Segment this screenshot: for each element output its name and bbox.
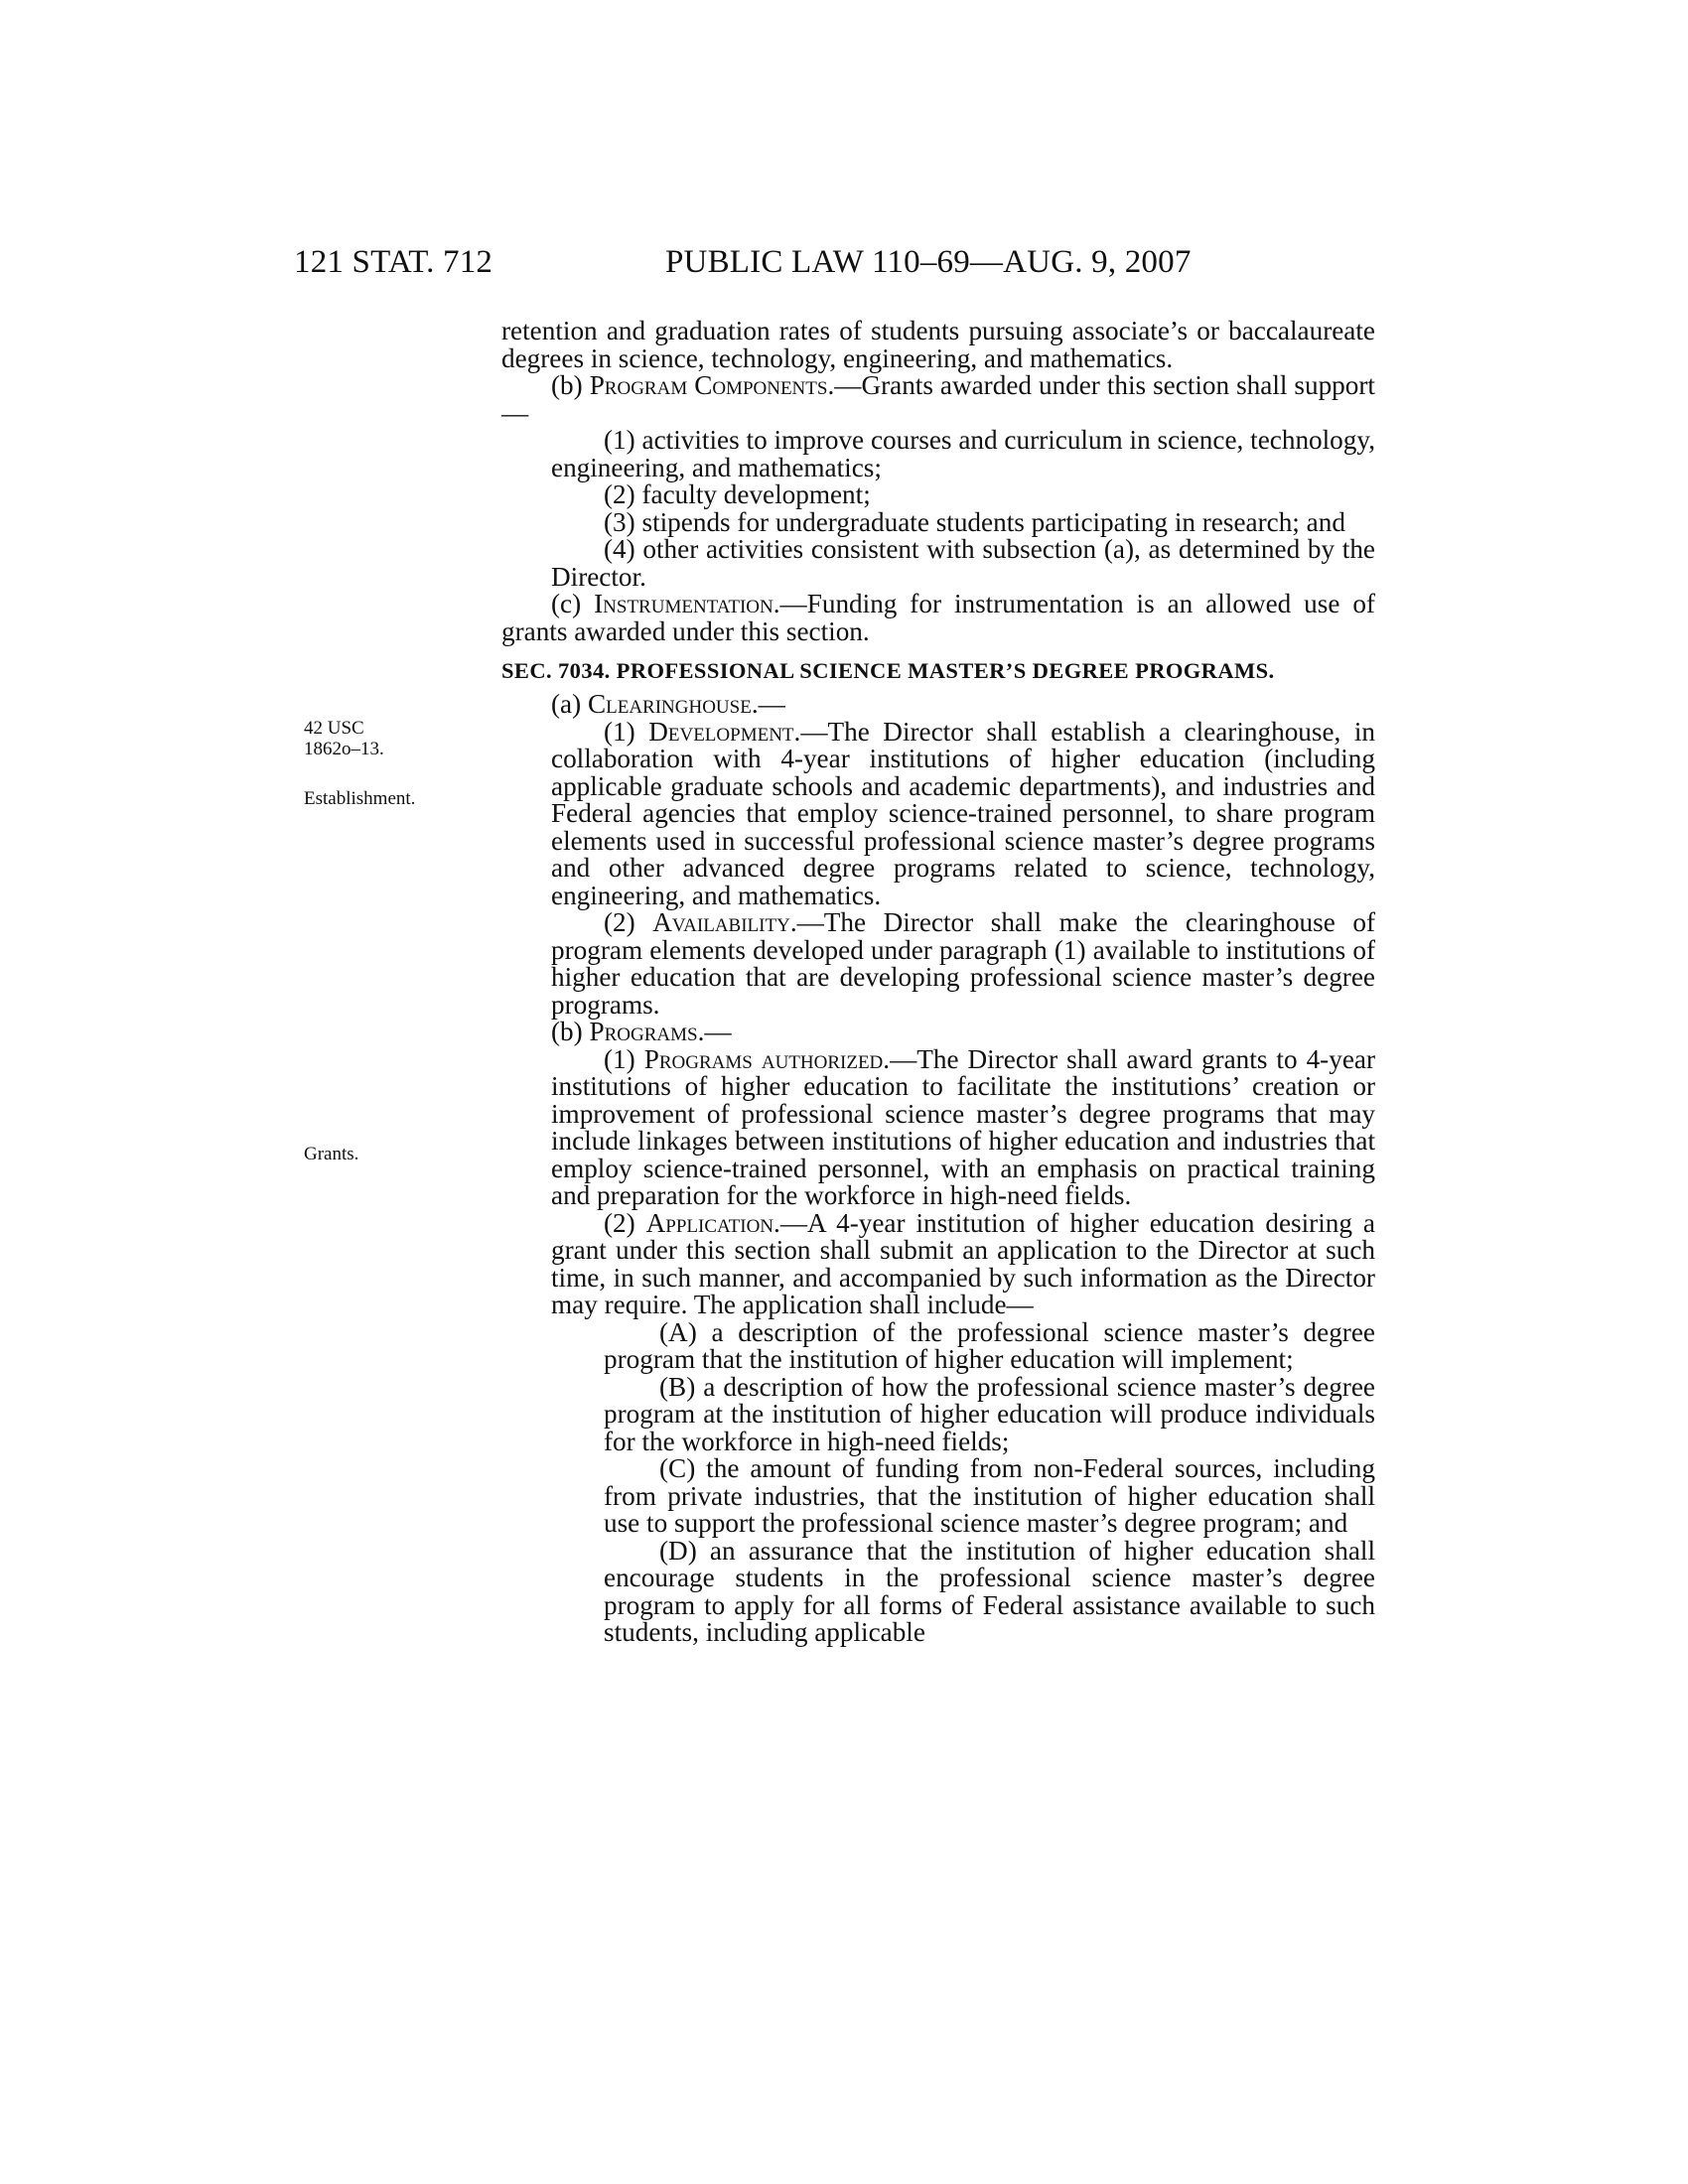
paragraph-label: (2) bbox=[604, 1207, 646, 1238]
statute-body bbox=[501, 318, 1375, 1647]
paragraph-b1: (1) activities to improve courses and curriculum in science, technology, engineering, and mathematics; bbox=[551, 425, 1375, 482]
paragraph-a1-development bbox=[501, 716, 1376, 910]
page-header bbox=[294, 244, 1386, 286]
subsection-text: .— bbox=[751, 689, 785, 719]
paragraph-heading: Development bbox=[648, 716, 794, 747]
subsection-heading: Programs bbox=[589, 1017, 698, 1046]
subsection-a-clearinghouse bbox=[501, 691, 1375, 719]
subparagraph-A: (A) a description of the professional science master’s degree program that the institution of higher education will implement; bbox=[604, 1316, 1375, 1374]
paragraph-b4: (4) other activities consistent with subsection (a), as determined by the Director. bbox=[551, 534, 1375, 592]
paragraph-text: .—The Director shall make the clearinghouse of program elements developed under paragraph (1) available to institutions of higher education that are developing professional science master’s degree programs. bbox=[551, 907, 1375, 1020]
subsection-label: (b) bbox=[551, 370, 590, 400]
paragraph-label: (1) bbox=[604, 1043, 644, 1074]
subsection-text: .—Funding for instrumentation is an allowed use of grants awarded under this section. bbox=[501, 589, 1375, 646]
paragraph-heading: Programs authorized bbox=[643, 1043, 884, 1074]
paragraph-b3: (3) stipends for undergraduate students participating in research; and bbox=[604, 506, 1345, 537]
paragraph-b2: (2) faculty development; bbox=[604, 479, 871, 509]
subparagraph-D: (D) an assurance that the institution of higher education shall encourage students in the professional science master’s degree program to apply for all forms of Federal assistance available to such students, including applicable bbox=[604, 1535, 1375, 1647]
subsection-b-programs bbox=[501, 1019, 1375, 1046]
subsection-text: .— bbox=[697, 1017, 732, 1046]
citation-line-1: 42 USC bbox=[304, 718, 364, 739]
paragraph-label: (1) bbox=[604, 716, 649, 747]
margin-note-grants: Grants. bbox=[304, 1144, 359, 1164]
margin-note-establishment: Establishment. bbox=[304, 788, 416, 809]
subsection-heading: Instrumentation bbox=[594, 589, 774, 618]
paragraph-label: (2) bbox=[604, 907, 653, 937]
citation-line-2: 1862o–13. bbox=[304, 739, 384, 759]
margin-note-citation bbox=[304, 718, 473, 759]
subsection-label: (a) bbox=[551, 689, 588, 719]
paragraph-a2-availability bbox=[501, 909, 1375, 1019]
section-heading: SEC. 7034. PROFESSIONAL SCIENCE MASTER’S DEGREE PROGRAMS. bbox=[501, 658, 1275, 683]
subparagraph-B: (B) a description of how the professional science master’s degree program at the institution of higher education will produce individuals for the workforce in high-need fields; bbox=[604, 1371, 1375, 1456]
paragraph-text: .—The Director shall award grants to 4-year institutions of higher education to facilitate the institutions’ creation or improvement of professional science master’s degree programs that may include linkages between institutions of higher education and industries that employ science-trained personnel, with an emphasis on practical training and preparation for the workforce in high-need fields. bbox=[551, 1043, 1376, 1210]
subsection-heading: Clearinghouse bbox=[587, 689, 752, 719]
subparagraph-C: (C) the amount of funding from non-Federal sources, including from private industries, that the institution of higher education shall use to support the professional science master’s degree program; and bbox=[604, 1453, 1375, 1538]
paragraph-text: .—A 4-year institution of higher education desiring a grant under this section shall submit an application to the Director at such time, in such manner, and accompanied by such information as the Director may require. The application shall include— bbox=[551, 1207, 1375, 1319]
paragraph-heading: Availability bbox=[652, 907, 790, 937]
paragraph-b1-programs-authorized bbox=[501, 1043, 1376, 1210]
statute-page-reference: 121 STAT. 712 bbox=[294, 244, 493, 280]
paragraph-heading: Application bbox=[645, 1207, 774, 1238]
subsection-label: (b) bbox=[551, 1017, 590, 1046]
paragraph-b2-application bbox=[501, 1207, 1375, 1319]
subsection-b-program-components bbox=[501, 372, 1375, 427]
public-law-title: PUBLIC LAW 110–69—AUG. 9, 2007 bbox=[665, 244, 1192, 280]
subsection-label: (c) bbox=[551, 589, 595, 618]
intro-paragraph: retention and graduation rates of students pursuing associate’s or baccalaureate degrees in science, technology, engineering, and mathematics. bbox=[501, 316, 1375, 373]
subsection-c-instrumentation bbox=[501, 591, 1375, 645]
paragraph-text: .—The Director shall establish a clearinghouse, in collaboration with 4-year institutions of higher education (including applicable graduate schools and academic departments), and industries and Federal agencies that employ science-trained personnel, to share program elements used in successful professional science master’s degree programs and other advanced degree programs related to science, technology, engineering, and mathematics. bbox=[551, 716, 1376, 910]
subsection-text: .—Grants awarded under this section shall support— bbox=[501, 370, 1375, 428]
subsection-heading: Program Components bbox=[589, 370, 828, 400]
